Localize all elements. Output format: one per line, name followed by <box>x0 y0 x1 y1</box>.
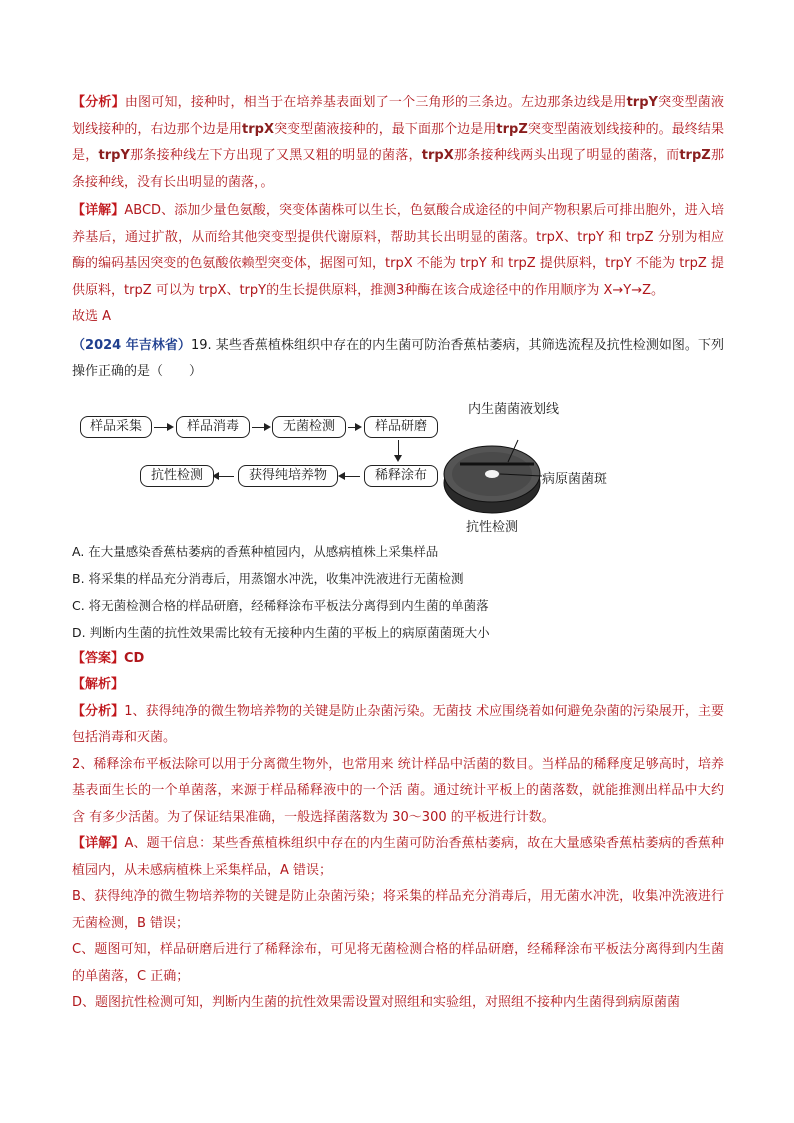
analysis-tag-2: 【分析】 <box>72 703 125 719</box>
arrow-5 <box>340 476 360 477</box>
arrow-2 <box>252 427 269 428</box>
box-dilution-spread: 稀释涂布 <box>364 465 438 487</box>
pathogen-spot <box>485 470 499 478</box>
detail-tag-2: 【详解】 <box>72 836 125 851</box>
question-stem: （2024 年吉林省）19. 某些香蕉植株组织中存在的内生菌可防治香蕉枯萎病，其筛选流程及抗性检测如图。下列操作正确的是（ ） <box>72 337 724 379</box>
box-sterile-test: 无菌检测 <box>272 416 346 438</box>
analysis-paragraph-3: 2、稀释涂布平板法除可以用于分离微生物外，也常用来 统计样品中活菌的数目。当样品的稀释度足够高时，培养 基表面生长的一个单菌落，来源于样品稀释液中的一个活 菌。通过统计平板上的菌落数，就能推测出样品中大约含 有多少活菌。为了保证结果准确，一般选择菌落数为 30～300 的平板进行计数。 <box>72 756 724 825</box>
box-sample-collect: 样品采集 <box>80 416 152 438</box>
box-pure-culture: 获得纯培养物 <box>238 465 338 487</box>
analysis-paragraph-2: 【分析】1、获得纯净的微生物培养物的关键是防止杂菌污染。无菌技 术应围绕着如何避免杂菌的污染展开，主要包括消毒和灭菌。 <box>72 703 724 745</box>
box-resistance-test: 抗性检测 <box>140 465 214 487</box>
option-b: B. 将采集的样品充分消毒后，用蒸馏水冲洗，收集冲洗液进行无菌检测 <box>72 570 464 586</box>
question-number: 19. <box>190 337 212 353</box>
answer-value: CD <box>124 650 145 666</box>
answer-tag: 【答案】 <box>72 650 125 666</box>
arrow-3 <box>348 427 360 428</box>
jiexi-tag: 【解析】 <box>72 677 125 692</box>
answer-line <box>72 646 724 673</box>
spot-label: 病原菌菌斑 <box>542 471 608 487</box>
analysis-tag: 【分析】 <box>72 95 125 110</box>
analysis-paragraph-1: 【分析】由图可知，接种时，相当于在培养基表面划了一个三角形的三条边。左边那条边线是用trpY突变型菌液划线接种的，右边那个边是用trpX突变型菌液接种的，最下面那个边是用trpZ突变型菌液划线接种的。最终结果是，trpY那条接种线左下方出现了又黑又粗的明显的菌落，trpX那条接种线两头出现了明显的菌落，而trpZ那条接种线，没有长出明显的菌落，。 <box>72 95 724 190</box>
option-a: A. 在大量感染香蕉枯萎病的香蕉种植园内，从感病植株上采集样品 <box>72 543 439 559</box>
arrow-6 <box>214 476 234 477</box>
arrow-1 <box>154 427 172 428</box>
box-sample-grind: 样品研磨 <box>364 416 438 438</box>
detail-paragraph-1: 【详解】ABCD、添加少量色氨酸，突变体菌株可以生长，色氨酸合成途径的中间产物积累后可排出胞外，进入培养基后，通过扩散，从而给其他突变型提供代谢原料，帮助其长出明显的菌落。trpX、trpY 和 trpZ 分别为相应酶的编码基因突变的色氨酸依赖型突变体，据图可知，trpX 不能为 trpY 和 trpZ 提供原料，trpY 不能为 trpZ 提供原料，trpZ 可以为 trpX、trpY的生长提供原料，推测3种酶在该合成途径中的作用顺序为 X→Y→Z。 <box>72 203 724 298</box>
option-c: C. 将无菌检测合格的样品研磨，经稀释涂布平板法分离得到内生菌的单菌落 <box>72 597 489 613</box>
question-source: （2024 年吉林省） <box>72 337 191 353</box>
arrow-4 <box>398 440 399 460</box>
box-sample-disinfect: 样品消毒 <box>176 416 250 438</box>
option-d: D. 判断内生菌的抗性效果需比较有无接种内生菌的平板上的病原菌菌斑大小 <box>72 624 490 640</box>
detail-paragraph-2d: D、题图抗性检测可知，判断内生菌的抗性效果需设置对照组和实验组，对照组不接种内生菌得到病原菌菌 <box>72 995 681 1010</box>
detail-paragraph-2a: 【详解】A、题干信息：某些香蕉植株组织中存在的内生菌可防治香蕉枯萎病，故在大量感染香蕉枯萎病的香蕉种植园内，从未感病植株上采集样品，A 错误； <box>72 836 724 878</box>
detail-paragraph-2c: C、题图可知，样品研磨后进行了稀释涂布，可见将无菌检测合格的样品研磨，经稀释涂布平板法分离得到内生菌的单菌落，C 正确； <box>72 942 724 984</box>
conclusion: 故选 A <box>72 309 112 324</box>
detail-paragraph-2b: B、获得纯净的微生物培养物的关键是防止杂菌污染；将采集的样品充分消毒后，用无菌水冲洗，收集冲洗液进行无菌检测，B 错误； <box>72 889 724 931</box>
detail-tag: 【详解】 <box>72 203 125 218</box>
flowchart-figure <box>72 398 724 538</box>
streak-label: 内生菌菌液划线 <box>468 401 560 417</box>
document-page <box>72 90 724 1017</box>
figure-caption: 抗性检测 <box>466 519 519 535</box>
